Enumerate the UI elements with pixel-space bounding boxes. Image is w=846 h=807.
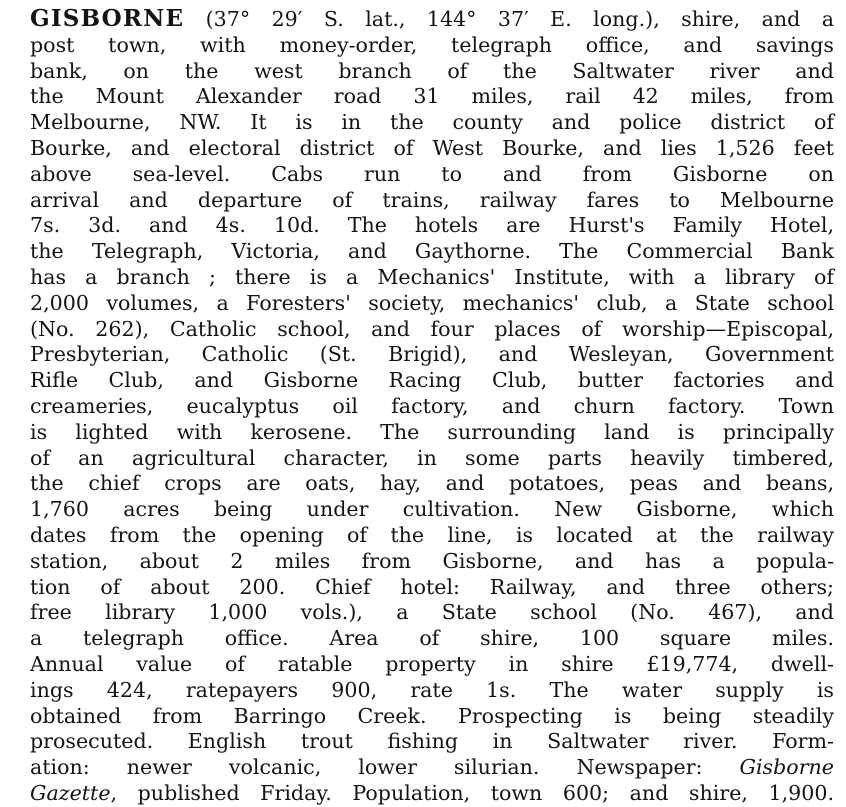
entry-line — [30, 755, 834, 781]
entry-line: (No. 262), Catholic school, and four places of worship—Episcopal, — [30, 316, 834, 341]
entry-line: the chief crops are oats, hay, and potatoes, peas and beans, — [30, 471, 834, 496]
newspaper-name: Gisborne — [739, 755, 834, 780]
entry-line-text: , published Friday. Population, town 600; and shire, 1,900. — [110, 780, 834, 805]
entry-line: Presbyterian, Catholic (St. Brigid), and Wesleyan, Government — [30, 342, 834, 367]
entry-line: ings 424, ratepayers 900, rate 1s. The water supply is — [30, 677, 834, 702]
entry-line — [30, 781, 834, 807]
entry-line: Bourke, and electoral district of West Bourke, and lies 1,526 feet — [30, 135, 834, 160]
entry-headword: GISBORNE — [30, 5, 185, 32]
entry-line: Annual value of ratable property in shire £19,774, dwell- — [30, 651, 834, 676]
entry-line: station, about 2 miles from Gisborne, and has a popula- — [30, 548, 834, 573]
entry-line: the Telegraph, Victoria, and Gaythorne. The Commercial Bank — [30, 239, 834, 264]
entry-line: creameries, eucalyptus oil factory, and churn factory. Town — [30, 393, 834, 418]
entry-line-text: (37° 29′ S. lat., 144° 37′ E. long.), shire, and a — [184, 7, 834, 31]
entry-line: 2,000 volumes, a Foresters' society, mechanics' club, a State school — [30, 290, 834, 315]
entry-line: tion of about 200. Chief hotel: Railway, and three others; — [30, 574, 834, 599]
entry-line: the Mount Alexander road 31 miles, rail 42 miles, from — [30, 84, 834, 109]
entry-line: above sea-level. Cabs run to and from Gisborne on — [30, 161, 834, 186]
entry-line: Rifle Club, and Gisborne Racing Club, butter factories and — [30, 368, 834, 393]
entry-line — [30, 6, 834, 33]
entry-line: free library 1,000 vols.), a State school (No. 467), and — [30, 600, 834, 625]
entry-line: arrival and departure of trains, railway fares to Melbourne — [30, 187, 834, 212]
entry-line-text: ation: newer volcanic, lower silurian. Newspaper: — [30, 755, 740, 780]
newspaper-name-continued: Gazette — [30, 780, 111, 805]
entry-line: dates from the opening of the line, is located at the railway — [30, 522, 834, 547]
entry-line: a telegraph office. Area of shire, 100 square miles. — [30, 626, 834, 651]
gazetteer-entry — [30, 6, 834, 807]
entry-line: post town, with money-order, telegraph office, and savings — [30, 32, 834, 57]
entry-line: of an agricultural character, in some parts heavily timbered, — [30, 445, 834, 470]
entry-line: obtained from Barringo Creek. Prospecting is being steadily — [30, 703, 834, 728]
entry-line: is lighted with kerosene. The surrounding land is principally — [30, 419, 834, 444]
entry-line: Melbourne, NW. It is in the county and police district of — [30, 110, 834, 135]
entry-line: 1,760 acres being under cultivation. New Gisborne, which — [30, 497, 834, 522]
entry-line: has a branch ; there is a Mechanics' Institute, with a library of — [30, 264, 834, 289]
entry-line: bank, on the west branch of the Saltwater river and — [30, 58, 834, 83]
entry-line: prosecuted. English trout fishing in Saltwater river. Form- — [30, 729, 834, 754]
entry-line: 7s. 3d. and 4s. 10d. The hotels are Hurst's Family Hotel, — [30, 213, 834, 238]
